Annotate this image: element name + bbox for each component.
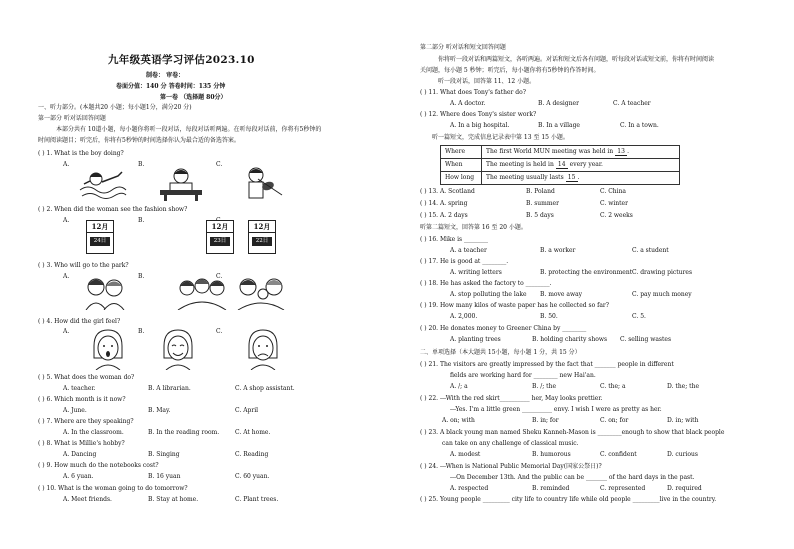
q8-option-c: C. Reading <box>235 451 269 458</box>
question-7: ( ) 7. Where are they speaking? <box>38 418 134 425</box>
dialog-intro: 听一段对话，回答第 11、12 小题。 <box>438 78 536 85</box>
instruction-line-2: 时间阅读题目；听完后，你将有5秒钟的时间选择你认为最合适的备选答案。 <box>38 137 240 144</box>
q18-option-c: C. pay much money <box>632 291 692 298</box>
smiling-girl-picture <box>158 328 198 370</box>
question-13: ( ) 13. A. Scotland <box>420 188 475 195</box>
sad-girl-picture <box>243 328 283 370</box>
table-row-content <box>482 172 680 185</box>
q21-option-c: C. the; a <box>600 383 626 390</box>
row-text: The meeting usually lasts <box>486 173 564 181</box>
q1-option-a-label: A. <box>63 161 70 168</box>
q24-option-a: A. respected <box>450 485 489 492</box>
q23-option-b: B. humorous <box>532 451 571 458</box>
question-23-line-2: can take on any challenge of classical music. <box>442 440 579 447</box>
calendar-day: 23日 <box>210 237 230 246</box>
q12-option-c: C. In a town. <box>620 122 659 129</box>
calendar-day: 22日 <box>252 237 272 246</box>
q9-option-b: B. 16 yuan <box>148 473 181 480</box>
exam-meta: 卷面分值：140 分 答卷时间：135 分钟 <box>116 83 226 90</box>
q3-option-a-label: A. <box>63 273 70 280</box>
q16-option-c: C. a student <box>632 247 669 254</box>
question-21-line-2: fields are working hard for ________ new Hai'an. <box>450 372 596 379</box>
swimming-boy-picture <box>78 166 128 200</box>
q22-option-d: D. in; with <box>667 417 699 424</box>
q17-option-a: A. writing letters <box>450 269 502 276</box>
q20-option-a: A. planting trees <box>450 336 501 343</box>
calendar-month: 12月 <box>249 221 275 233</box>
answer-blank: 13 <box>615 149 627 156</box>
q15-option-b: B. 5 days <box>526 212 554 219</box>
q4-option-a-label: A. <box>63 328 70 335</box>
part-two-heading: 第二部分 听对话和短文回答问题 <box>420 44 506 51</box>
q5-option-a: A. teacher. <box>63 385 96 392</box>
calendar-month: 12月 <box>87 221 113 233</box>
q1-option-b-label: B. <box>138 161 145 168</box>
q12-option-b: B. In a village <box>538 122 580 129</box>
q7-option-a: A. In the classroom. <box>63 429 124 436</box>
question-21-line-1: ( ) 21. The visitors are greatly impressed by the fact that _______ people in different <box>420 361 674 368</box>
q22-option-b: B. in; for <box>532 417 559 424</box>
q10-option-a: A. Meet friends. <box>63 496 112 503</box>
two-people-picture <box>82 274 130 310</box>
question-9: ( ) 9. How much do the notebooks cost? <box>38 462 159 469</box>
q23-option-d: D. curious <box>667 451 698 458</box>
table-row-label: When <box>441 159 482 172</box>
table-row <box>441 159 680 172</box>
q21-option-d: D. the; the <box>667 383 699 390</box>
q20-option-b: B. holding charity shows <box>532 336 608 343</box>
section-two-heading: 二、单项选择（本大题共 15小题，每小题 1 分，共 15 分） <box>420 349 581 356</box>
question-10: ( ) 10. What is the woman going to do tomorrow? <box>38 485 188 492</box>
q18-option-b: B. move away <box>540 291 583 298</box>
row-text: The meeting is held in <box>486 160 554 168</box>
q4-option-c-label: C. <box>216 328 223 335</box>
question-25: ( ) 25. Young people _________ city life to country life while old people _________live in the country. <box>420 496 717 503</box>
question-17: ( ) 17. He is good at ________. <box>420 258 509 265</box>
q13-option-b: B. Poland <box>526 188 555 195</box>
exam-title: 九年级英语学习评估2023.10 <box>108 54 255 66</box>
q7-option-c: C. At home. <box>235 429 271 436</box>
q19-option-c: C. 5. <box>632 313 646 320</box>
q10-option-c: C. Plant trees. <box>235 496 279 503</box>
q11-option-a: A. A doctor. <box>450 100 486 107</box>
q17-option-b: B. protecting the environment <box>540 269 633 276</box>
row-text-end: . <box>627 147 629 155</box>
q17-option-c: C. drawing pictures <box>632 269 693 276</box>
q2-option-b-label: B. <box>138 217 145 224</box>
table-row-label: How long <box>441 172 482 185</box>
q19-option-b: B. 50. <box>540 313 558 320</box>
answer-blank: 14 <box>556 162 568 169</box>
three-people-picture <box>176 274 228 310</box>
q12-option-a: A. In a big hospital. <box>450 122 510 129</box>
q4-option-b-label: B. <box>138 328 145 335</box>
boy-at-desk-picture <box>158 166 204 202</box>
q22-option-a: A. on; with <box>442 417 475 424</box>
calendar-24-picture <box>86 220 114 254</box>
q6-option-c: C. April <box>235 407 259 414</box>
question-1: ( ) 1. What is the boy doing? <box>38 150 124 157</box>
question-18: ( ) 18. He has asked the factory to ________. <box>420 280 552 287</box>
q10-option-b: B. Stay at home. <box>148 496 199 503</box>
question-11: ( ) 11. What does Tony's father do? <box>420 89 526 96</box>
passage-one-intro: 听一篇短文，完成信息记录表中第 13 至 15 小题。 <box>432 134 569 141</box>
question-6: ( ) 6. Which month is it now? <box>38 396 126 403</box>
question-8: ( ) 8. What is Millie's hobby? <box>38 440 125 447</box>
question-23-line-1: ( ) 23. A black young man named Sheku Kanneh-Mason is ________enough to show that black people <box>420 429 725 436</box>
question-15: ( ) 15. A. 2 days <box>420 212 468 219</box>
q3-option-b-label: B. <box>138 273 145 280</box>
question-2: ( ) 2. When did the woman see the fashion show? <box>38 206 188 213</box>
q24-option-d: D. required <box>667 485 702 492</box>
q23-option-a: A. modest <box>450 451 481 458</box>
q14-option-c: C. winter <box>600 200 628 207</box>
q11-option-c: C. A teacher <box>613 100 651 107</box>
q16-option-b: B. a worker <box>540 247 576 254</box>
q21-option-a: A. /; a <box>450 383 468 390</box>
boy-playing-violin-picture <box>238 165 284 201</box>
q3-option-c-label: C. <box>216 273 223 280</box>
row-text-end: every year. <box>569 160 603 168</box>
makers-line: 制卷： 审卷： <box>146 72 185 79</box>
question-16: ( ) 16. Mike is ________ <box>420 236 489 243</box>
q13-option-c: C. China <box>600 188 627 195</box>
question-24-line-2: ---On December 13th. And the public can be _______ of the hard days in the past. <box>450 474 695 481</box>
q16-option-a: A. a teacher <box>450 247 487 254</box>
q21-option-b: B. /; the <box>532 383 556 390</box>
question-3: ( ) 3. Who will go to the park? <box>38 262 129 269</box>
q24-option-c: C. represented <box>600 485 646 492</box>
section-one-heading: 一、听力部分。(本题共20 小题；每小题1分，满分20 分) <box>38 104 192 111</box>
row-text: The first World MUN meeting was held in <box>486 147 614 155</box>
question-4: ( ) 4. How did the girl feel? <box>38 318 121 325</box>
table-row-content <box>482 159 680 172</box>
q1-option-c-label: C. <box>216 161 223 168</box>
q8-option-a: A. Dancing <box>63 451 97 458</box>
q9-option-c: C. 60 yuan. <box>235 473 270 480</box>
family-picture <box>236 274 286 310</box>
part-two-instruction-2: 关问题，每小题 5 秒钟；听完后，每小题你将有5秒钟的作答时间。 <box>420 67 600 74</box>
table-row <box>441 172 680 185</box>
calendar-23-picture <box>206 220 234 254</box>
q2-option-a-label: A. <box>63 217 70 224</box>
q15-option-c: C. 2 weeks <box>600 212 633 219</box>
question-12: ( ) 12. Where does Tony's sister work? <box>420 111 537 118</box>
q8-option-b: B. Singing <box>148 451 180 458</box>
q24-option-b: B. reminded <box>532 485 570 492</box>
row-text-end: . <box>577 173 580 181</box>
q6-option-a: A. June. <box>63 407 87 414</box>
q20-option-c: C. selling wastes <box>620 336 672 343</box>
table-row-content <box>482 146 680 159</box>
q6-option-b: B. May. <box>148 407 171 414</box>
table-row <box>441 146 680 159</box>
answer-blank: 15 <box>566 175 578 182</box>
q5-option-b: B. A librarian. <box>148 385 191 392</box>
q7-option-b: B. In the reading room. <box>148 429 220 436</box>
instruction-line-1: 本部分共有 10道小题，每小题你将听一段对话，每段对话听两遍。在听每段对话前，你将有5秒钟的 <box>56 126 322 133</box>
info-record-table <box>440 145 680 185</box>
passage-two-intro: 听第二篇短文，回答第 16 至 20 小题。 <box>420 224 527 231</box>
volume-one-title: 第一卷 （选择题 80分） <box>160 94 227 101</box>
question-20: ( ) 20. He donates money to Greener China by ________ <box>420 325 587 332</box>
q19-option-a: A. 2,000. <box>450 313 478 320</box>
q14-option-b: B. summer <box>526 200 559 207</box>
question-22-line-2: ---Yes. I'm a little green __________ envy. I wish I were as pretty as her. <box>450 406 662 413</box>
question-14: ( ) 14. A. spring <box>420 200 468 207</box>
q22-option-c: C. on; for <box>600 417 629 424</box>
surprised-girl-picture <box>88 328 128 370</box>
question-22-line-1: ( ) 22. ---With the red skirt__________ her, May looks prettier. <box>420 395 603 402</box>
part-two-instruction-1: 你将听一段对话和两篇短文，各听两遍。对话和短文后各有问题，听每段对话或短文前，你将有时间阅读 <box>438 56 715 63</box>
q11-option-b: B. A designer <box>538 100 579 107</box>
q5-option-c: C. A shop assistant. <box>235 385 295 392</box>
calendar-22-picture <box>248 220 276 254</box>
question-19: ( ) 19. How many kilos of waste paper has he collected so far? <box>420 302 609 309</box>
q18-option-a: A. stop polluting the lake <box>450 291 527 298</box>
q23-option-c: C. confident <box>600 451 637 458</box>
calendar-day: 24日 <box>90 237 110 246</box>
calendar-month: 12月 <box>207 221 233 233</box>
part-one-heading: 第一部分 听对话回答问题 <box>38 115 106 122</box>
q9-option-a: A. 6 yuan. <box>63 473 94 480</box>
question-5: ( ) 5. What does the woman do? <box>38 374 135 381</box>
question-24-line-1: ( ) 24. ---When is National Public Memorial Day(国家公祭日)? <box>420 463 602 470</box>
table-row-label: Where <box>441 146 482 159</box>
